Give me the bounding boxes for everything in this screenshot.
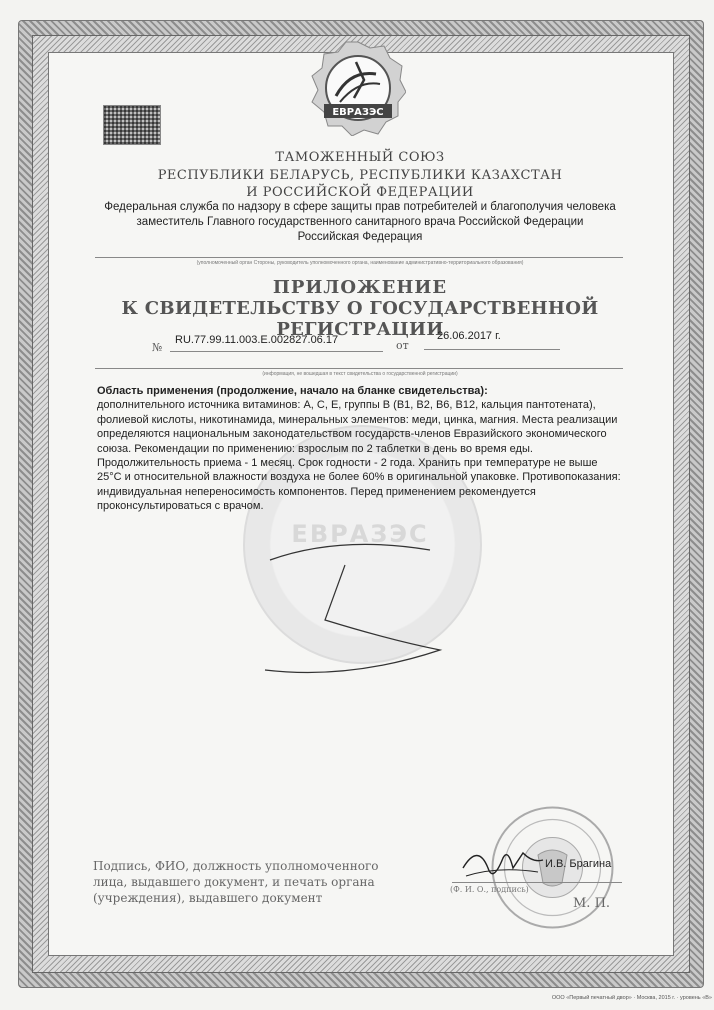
authority-line-3: Российская Федерация — [297, 231, 423, 243]
union-line-1: ТАМОЖЕННЫЙ СОЮЗ — [275, 150, 445, 165]
body-heading: Область применения (продолжение, начало на бланке свидетельства): — [97, 385, 488, 397]
logo-text: ЕВРАЗЭС — [332, 107, 384, 118]
authority-line-1: Федеральная служба по надзору в сфере защиты прав потребителей и благополучия человека — [104, 201, 616, 213]
number-underline — [170, 351, 383, 352]
signer-name: И.В. Брагина — [545, 858, 612, 870]
header-caption: (уполномоченный орган Стороны, руководитель уполномоченного органа, наименование административно-территориального образования) — [196, 260, 524, 266]
security-pattern-block — [103, 105, 161, 145]
info-caption: (информация, не вошедшая в текст свидетельства о государственной регистрации) — [262, 371, 458, 377]
watermark-text: ЕВРАЗЭС — [291, 520, 429, 548]
body-text: дополнительного источника витаминов: А, С, Е, группы В (В1, В2, В6, В12, кальция пантотената), фолиевой кислоты, никотинамида, минеральных элементов: меди, цинка, магния. Места реализации определяются национальным законодательством государств-членов Евразийского экономического союза. Рекомендации по применению: взрослым по 2 таблетки в день во время еды. Продолжительность приема - 1 месяц. Срок годности - 2 года. Хранить при температуре не выше 25°С и относительной влажности воздуха не более 60% в оригинальной упаковке. Противопоказания: индивидуальная непереносимость компонентов. Перед применением рекомендуется проконсультироваться с врачом. — [97, 399, 621, 513]
union-line-3: И РОССИЙСКОЙ ФЕДЕРАЦИИ — [246, 185, 474, 200]
document-subtitle: К СВИДЕТЕЛЬСТВУ О ГОСУДАРСТВЕННОЙ РЕГИСТРАЦИИ — [121, 298, 599, 340]
registration-date: 26.06.2017 г. — [437, 330, 501, 342]
header-underline — [95, 257, 623, 258]
signature-name-caption: (Ф. И. О., подпись) — [450, 885, 529, 894]
registration-number: RU.77.99.11.003.Е.002827.06.17 — [175, 334, 339, 346]
document-title: ПРИЛОЖЕНИЕ — [272, 277, 448, 298]
body-text-block — [97, 384, 622, 514]
number-label: № — [152, 341, 163, 354]
date-label: от — [396, 339, 409, 352]
printer-info: ООО «Первый печатный двор» · Москва, 2015 г. · уровень «В» — [551, 995, 712, 1001]
signature-caption: Подпись, ФИО, должность уполномоченного лица, выдавшего документ, и печать органа (учреждения), выдавшего документ — [93, 859, 379, 905]
signer-signature-mark — [458, 838, 548, 888]
handwritten-signature-mark — [250, 530, 450, 690]
signature-underline — [452, 882, 622, 883]
authority-line-2: заместитель Главного государственного санитарного врача Российской Федерации — [136, 216, 584, 228]
stamp-place-label: М. П. — [573, 896, 611, 911]
info-underline — [95, 368, 623, 369]
eurasec-emblem-icon — [310, 40, 406, 136]
date-underline — [424, 349, 560, 350]
union-line-2: РЕСПУБЛИКИ БЕЛАРУСЬ, РЕСПУБЛИКИ КАЗАХСТАН — [157, 168, 563, 183]
